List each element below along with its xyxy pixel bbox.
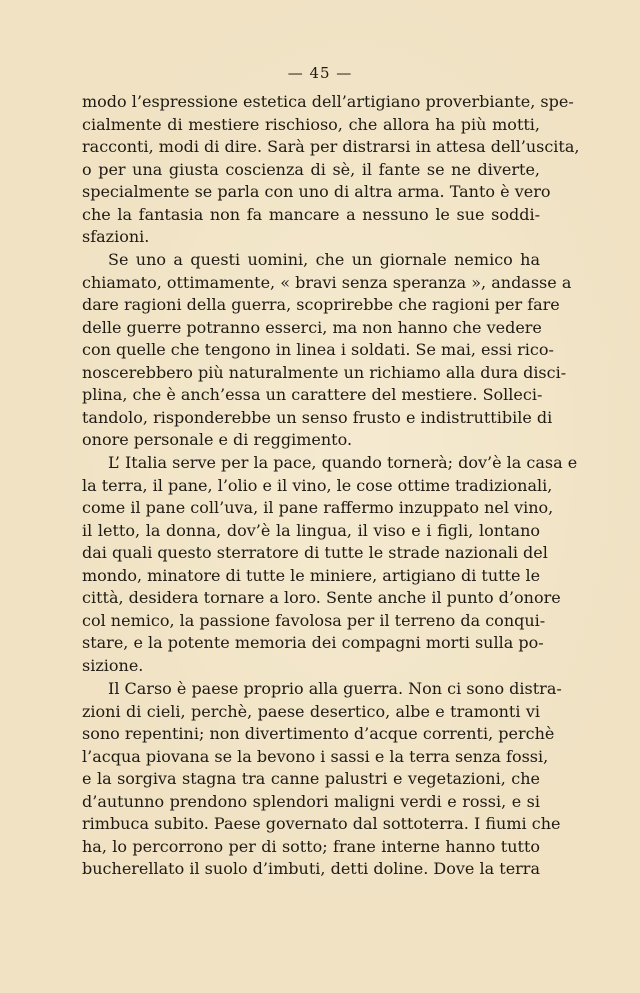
text-line: l’acqua piovana se la bevono i sassi e la terra senza fossi, bbox=[82, 746, 549, 766]
text-line: e la sorgiva stagna tra canne palustri e vegetazioni, che bbox=[82, 769, 540, 788]
text-line: dare ragioni della guerra, scoprirebbe che ragioni per fare bbox=[82, 295, 560, 314]
paragraph-4 bbox=[82, 678, 562, 881]
text-line: d’autunno prendono splendori maligni verdi e rossi, e si bbox=[82, 791, 540, 811]
text-line: sono repentini; non divertimento d’acque correnti, perchè bbox=[82, 724, 555, 743]
text-line: sfazioni. bbox=[82, 227, 150, 246]
text-line: bucherellato il suolo d’imbuti, detti doline. Dove la terra bbox=[82, 859, 540, 878]
text-line: modo l’espressione estetica dell’artigiano proverbiante, spe- bbox=[82, 92, 574, 111]
text-line: mondo, minatore di tutte le miniere, artigiano di tutte le bbox=[82, 565, 541, 585]
text-line: la terra, il pane, l’olio e il vino, le cose ottime tradizionali, bbox=[82, 475, 553, 495]
paragraph-2 bbox=[82, 249, 572, 452]
text-line: onore personale e di reggimento. bbox=[82, 430, 353, 449]
text-line: ha, lo percorrono per di sotto; frane interne hanno tutto bbox=[82, 836, 540, 856]
text-line: stare, e la potente memoria dei compagni morti sulla po- bbox=[82, 633, 544, 652]
text-line: L’ Italia serve per la pace, quando tornerà; dov’è la casa e bbox=[108, 453, 578, 472]
text-line: con quelle che tengono in linea i soldati. Se mai, essi rico- bbox=[82, 340, 554, 359]
text-line: o per una giusta coscienza di sè, il fante se ne diverte, bbox=[82, 159, 540, 179]
text-line: Il Carso è paese proprio alla guerra. Non ci sono distra- bbox=[108, 679, 562, 698]
text-line: come il pane coll’uva, il pane raffermo inzuppato nel vino, bbox=[82, 498, 554, 517]
text-line: plina, che è anch’essa un carattere del mestiere. Solleci- bbox=[82, 385, 543, 404]
text-line: zioni di cieli, perchè, paese desertico, albe e tramonti vi bbox=[82, 701, 540, 721]
text-line: Se uno a questi uomini, che un giornale nemico ha bbox=[108, 250, 540, 269]
text-line: città, desidera tornare a loro. Sente anche il punto d’onore bbox=[82, 588, 561, 607]
text-line: il letto, la donna, dov’è la lingua, il viso e i figli, lontano bbox=[82, 520, 540, 540]
text-line: specialmente se parla con uno di altra arma. Tanto è vero bbox=[82, 182, 551, 201]
text-line: rimbuca subito. Paese governato dal sottoterra. I fiumi che bbox=[82, 814, 561, 833]
text-line: noscerebbero più naturalmente un richiamo alla dura disci- bbox=[82, 362, 567, 382]
text-line: racconti, modi di dire. Sarà per distrarsi in attesa dell’uscita, bbox=[82, 137, 580, 156]
page-number: — 45 — bbox=[287, 64, 353, 82]
text-line: che la fantasia non fa mancare a nessuno le sue soddi- bbox=[82, 204, 540, 224]
text-line: delle guerre potranno esserci, ma non hanno che vedere bbox=[82, 317, 542, 337]
text-line: cialmente di mestiere rischioso, che allora ha più motti, bbox=[82, 114, 540, 134]
paragraph-3 bbox=[82, 452, 578, 677]
text-line: chiamato, ottimamente, « bravi senza speranza », andasse a bbox=[82, 272, 572, 292]
paragraph-1 bbox=[82, 91, 580, 249]
text-line: dai quali questo sterratore di tutte le strade nazionali del bbox=[82, 543, 548, 562]
text-line: tandolo, risponderebbe un senso frusto e indistruttibile di bbox=[82, 407, 553, 427]
text-line: sizione. bbox=[82, 655, 144, 675]
text-line: col nemico, la passione favolosa per il terreno da conqui- bbox=[82, 610, 546, 630]
